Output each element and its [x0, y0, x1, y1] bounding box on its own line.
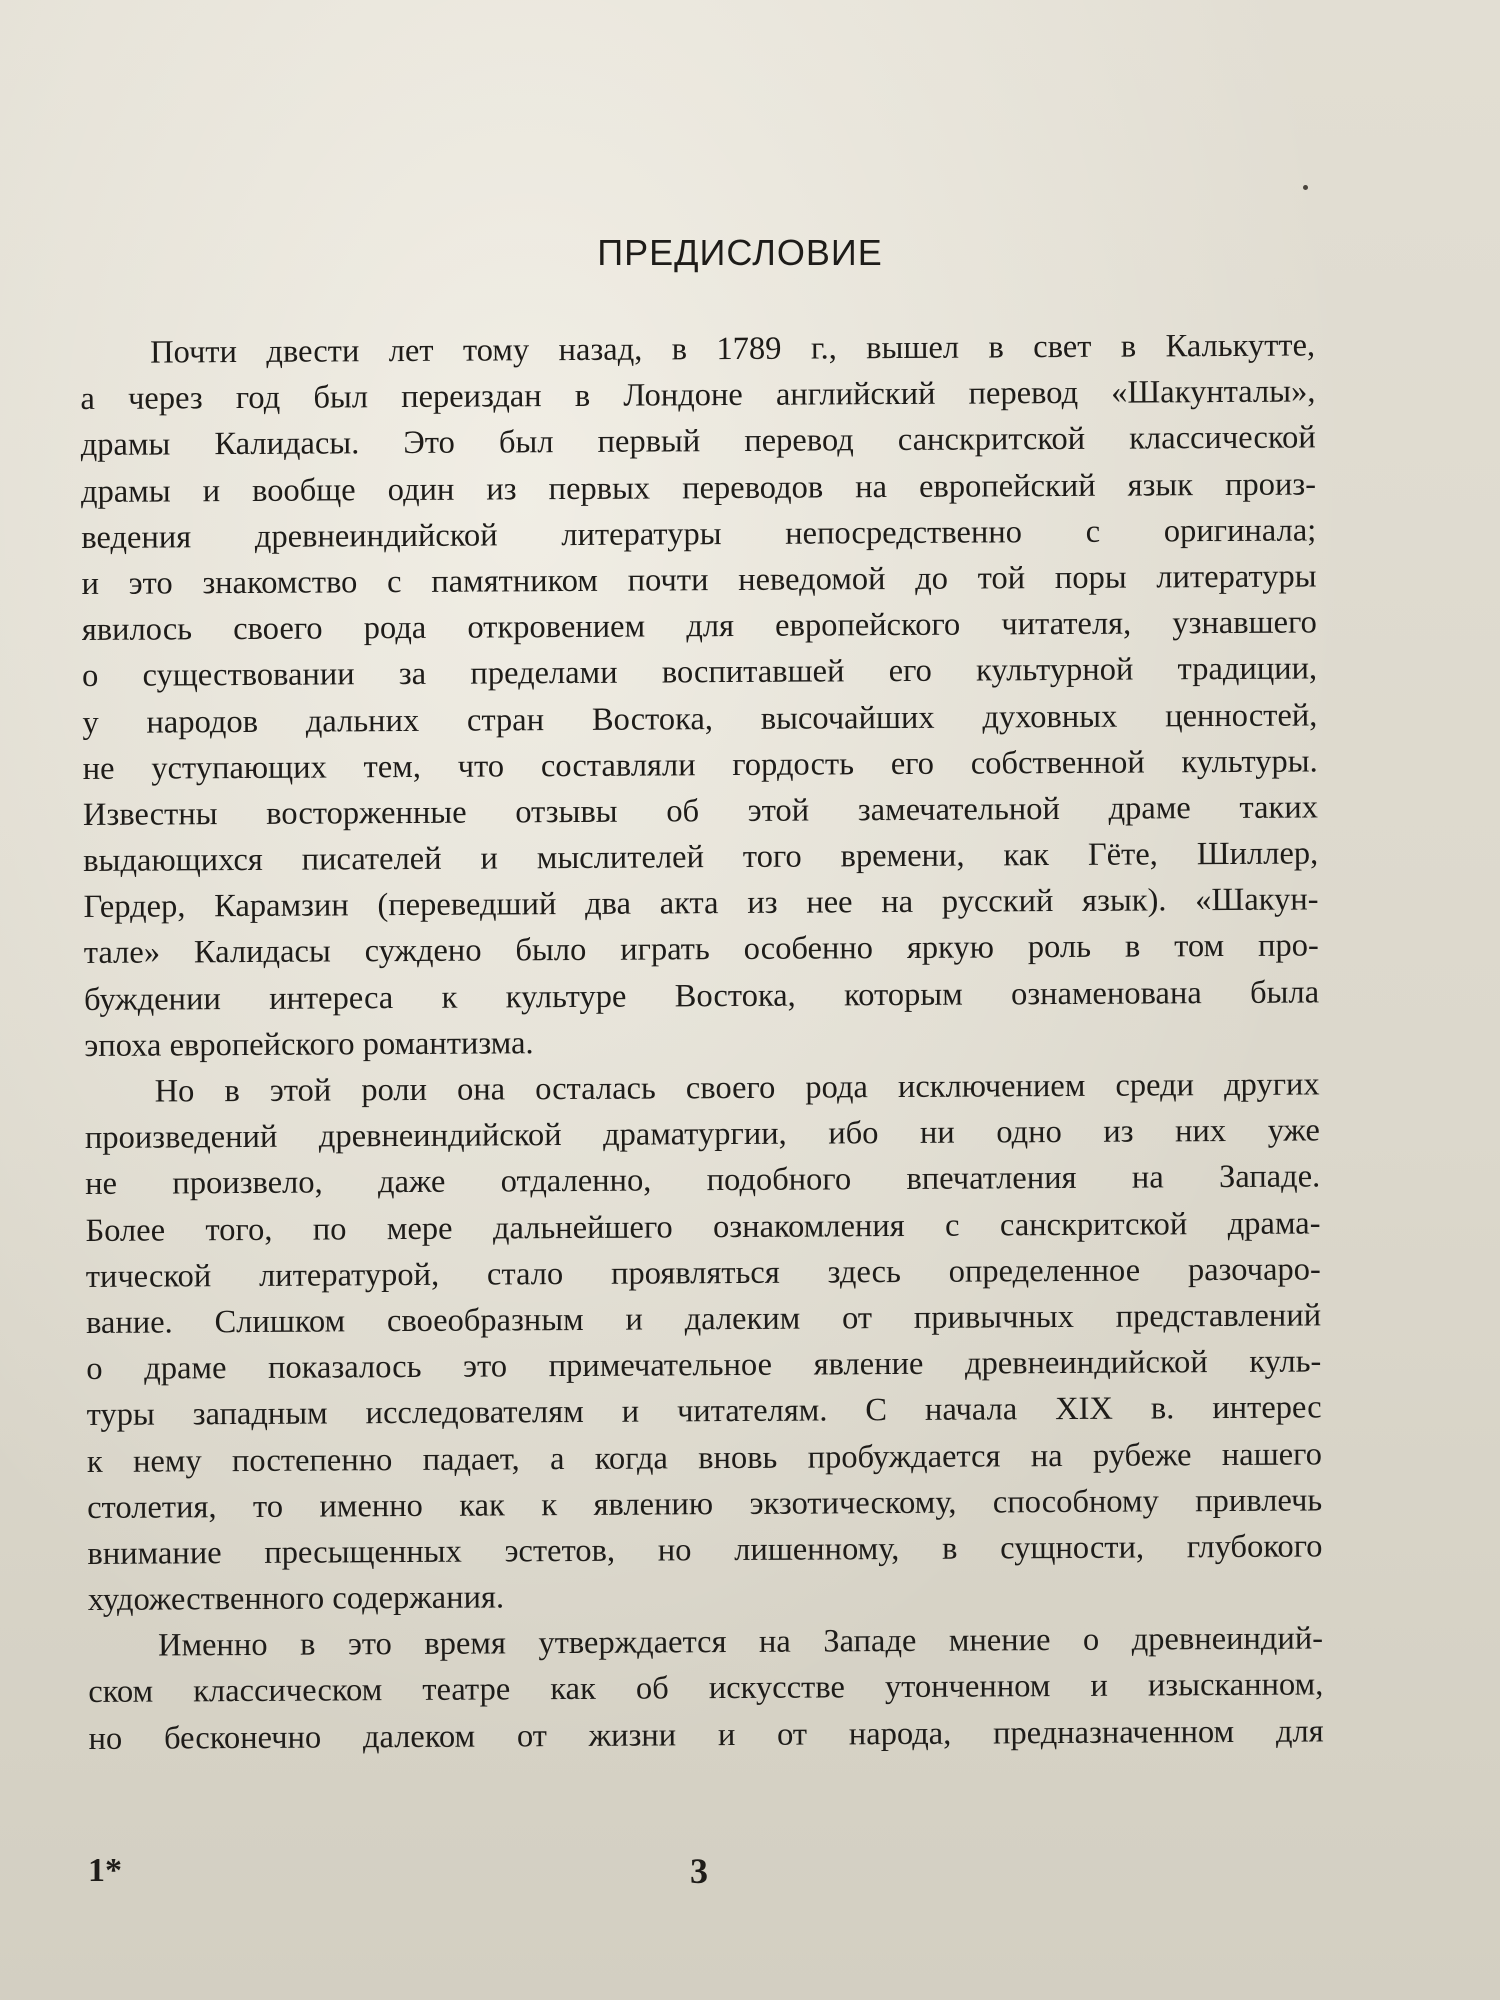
text-line: о существовании за пределами воспитавшей его культурной традиции,	[82, 650, 1318, 695]
text-line: явилось своего рода откровением для европейского читателя, узнавшего	[81, 604, 1317, 649]
text-line: Именно в это время утверждается на Западе мнение о древнеиндий-	[157, 1620, 1324, 1664]
print-speck	[1303, 185, 1308, 190]
text-line: у народов дальних стран Востока, высочайших духовных ценностей,	[82, 696, 1318, 741]
text-line: к нему постепенно падает, а когда вновь пробуждается на рубеже нашего	[86, 1435, 1322, 1480]
text-line: эпоха европейского романтизма.	[84, 1025, 534, 1064]
text-line: не произвело, даже отдаленно, подобного впечатления на Западе.	[85, 1158, 1321, 1203]
text-line: ском классическом театре как об искусстве утонченном и изысканном,	[88, 1666, 1324, 1711]
text-line: туры западным исследователям и читателям. С начала XIX в. интерес	[86, 1389, 1322, 1434]
text-line: Почти двести лет тому назад, в 1789 г., вышел в свет в Калькутте,	[150, 327, 1316, 371]
chapter-heading: ПРЕДИСЛОВИЕ	[597, 232, 883, 273]
text-line: ведения древнеиндийской литературы непосредственно с оригинала;	[81, 512, 1317, 556]
text-line: а через год был переиздан в Лондоне английский перевод «Шакунталы»,	[80, 373, 1316, 418]
text-line: выдающихся писателей и мыслителей того времени, как Гёте, Шиллер,	[83, 835, 1319, 880]
text-line: не уступающих тем, что составляли гордость его собственной культуры.	[82, 743, 1318, 787]
text-line: буждении интереса к культуре Востока, которым ознаменована была	[83, 974, 1320, 1018]
text-line: Но в этой роли она осталась своего рода исключением среди других	[154, 1066, 1320, 1110]
page-number: 3	[690, 1851, 708, 1891]
text-line: но бесконечно далеком от жизни и от народа, предназначенном для	[88, 1713, 1324, 1757]
text-line: Гердер, Карамзин (переведший два акта из нее на русский язык). «Шакун-	[83, 881, 1319, 926]
text-line: и это знакомство с памятником почти неведомой до той поры литературы	[81, 558, 1317, 602]
signature-mark: 1*	[88, 1852, 122, 1889]
text-line: столетия, то именно как к явлению экзотическому, способному привлечь	[87, 1482, 1323, 1526]
body-text	[80, 322, 1324, 1761]
text-line: вание. Слишком своеобразным и далеким от привычных представлений	[85, 1297, 1322, 1341]
text-line: тической литературой, стало проявляться здесь определенное разочаро-	[85, 1251, 1321, 1295]
text-line: Известны восторженные отзывы об этой замечательной драме таких	[82, 789, 1319, 833]
text-line: произведений древнеиндийской драматургии, ибо ни одно из них уже	[84, 1112, 1321, 1157]
text-line: тале» Калидасы суждено было играть особенно яркую роль в том про-	[83, 927, 1319, 972]
text-line: драмы и вообще один из первых переводов на европейский язык произ-	[80, 466, 1317, 510]
text-line: художественного содержания.	[87, 1579, 505, 1619]
text-line: о драме показалось это примечательное явление древнеиндийской куль-	[86, 1343, 1322, 1388]
text-line: Более того, по мере дальнейшего ознакомления с санскритской драма-	[85, 1205, 1321, 1249]
text-line: драмы Калидасы. Это был первый перевод санскритской классической	[80, 419, 1316, 464]
text-line: внимание пресыщенных эстетов, но лишенному, в сущности, глубокого	[87, 1528, 1323, 1572]
